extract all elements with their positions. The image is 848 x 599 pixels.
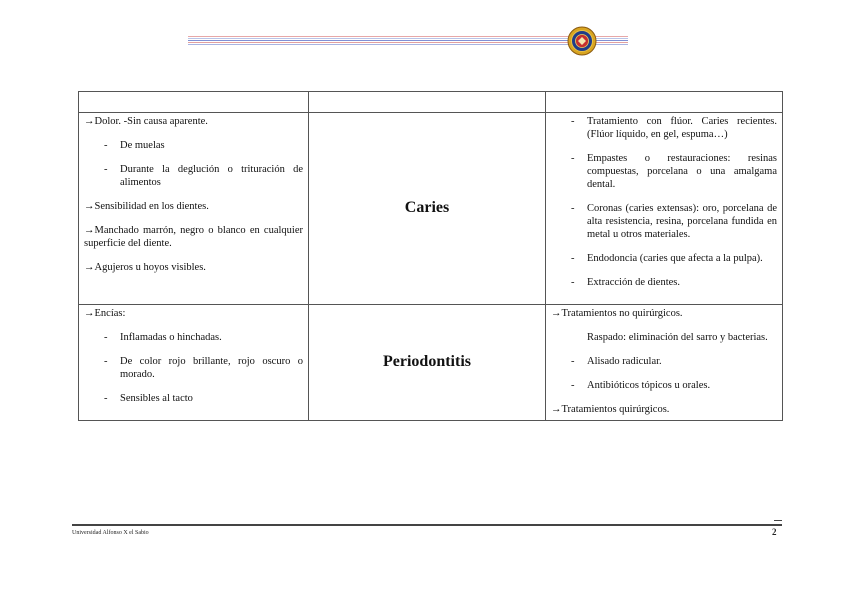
footer-divider: [72, 524, 782, 526]
list-item-text: Manchado marrón, negro o blanco en cualquier superficie del diente.: [84, 225, 303, 249]
list-item-text: De color rojo brillante, rojo oscuro o morado.: [120, 356, 303, 380]
caries-symptoms-cell: [79, 113, 309, 305]
dash-bullet-icon: -: [104, 332, 108, 343]
list-item-text: Extracción de dientes.: [587, 277, 681, 288]
footer-institution: Universidad Alfonso X el Sabio: [72, 530, 149, 536]
university-seal-icon: [567, 26, 597, 56]
dash-bullet-icon: -: [571, 116, 575, 127]
dash-list-item: [551, 252, 777, 265]
dash-bullet-icon: -: [571, 253, 575, 264]
arrow-list-item: [551, 403, 777, 416]
indented-item: Raspado: eliminación del sarro y bacterias.: [587, 332, 768, 343]
header-cell-empty: [546, 92, 783, 113]
dash-bullet-icon: -: [104, 140, 108, 151]
dash-bullet-icon: -: [104, 356, 108, 367]
arrow-list-item: [84, 307, 303, 320]
dash-list-item: [551, 276, 777, 289]
dash-bullet-icon: -: [571, 203, 575, 214]
arrow-right-icon: →: [84, 308, 95, 319]
table-row-periodontitis: [79, 305, 783, 421]
header-cell-empty: [309, 92, 546, 113]
list-item-text: Tratamientos quirúrgicos.: [561, 404, 670, 415]
dash-list-item: [551, 355, 777, 368]
dash-list-item: [84, 392, 303, 405]
list-item-text: De muelas: [120, 140, 165, 151]
list-item-text: Sensibilidad en los dientes.: [94, 201, 209, 212]
dash-list-item: [551, 115, 777, 141]
arrow-right-icon: →: [84, 116, 95, 127]
list-item-text: Antibióticos tópicos u orales.: [587, 380, 711, 391]
dash-bullet-icon: -: [104, 164, 108, 175]
disease-name-periodontitis: Periodontitis: [309, 305, 546, 421]
dash-bullet-icon: -: [571, 153, 575, 164]
list-item-text: Tratamiento con flúor. Caries recientes. (Flúor líquido, en gel, espuma…): [587, 116, 777, 140]
table-row-caries: [79, 113, 783, 305]
periodontitis-symptoms-cell: [79, 305, 309, 421]
header-line: [188, 42, 628, 43]
list-item-text: Agujeros u hoyos visibles.: [94, 262, 206, 273]
periodontitis-treatments-cell: [546, 305, 783, 421]
list-item-text: Inflamadas o hinchadas.: [120, 332, 222, 343]
list-item-text: Sensibles al tacto: [120, 393, 193, 404]
arrow-right-icon: →: [84, 201, 95, 212]
dash-list-item: [84, 331, 303, 344]
header-line: [188, 38, 628, 39]
list-item-text: Encías:: [94, 308, 126, 319]
arrow-right-icon: →: [84, 262, 95, 273]
header-line: [188, 40, 628, 41]
disease-name-caries: Caries: [309, 113, 546, 305]
header-cell-empty: [79, 92, 309, 113]
list-item-text: Dolor. -Sin causa aparente.: [94, 116, 208, 127]
dash-bullet-icon: -: [571, 380, 575, 391]
arrow-right-icon: →: [551, 308, 562, 319]
dash-bullet-icon: -: [571, 277, 575, 288]
header-line: [188, 36, 628, 37]
table-header-row: [79, 92, 783, 113]
dash-bullet-icon: -: [571, 356, 575, 367]
header-line: [188, 44, 628, 45]
dash-list-item: [84, 163, 303, 189]
list-item-text: Endodoncia (caries que afecta a la pulpa).: [587, 253, 763, 264]
dash-list-item: [551, 202, 777, 241]
header-decorative-lines: [188, 36, 628, 48]
caries-treatments-cell: [546, 113, 783, 305]
list-item-text: Alisado radicular.: [587, 356, 662, 367]
list-item-text: Tratamientos no quirúrgicos.: [561, 308, 683, 319]
diseases-table: [78, 91, 783, 421]
arrow-list-item: [551, 307, 777, 320]
arrow-right-icon: →: [551, 404, 562, 415]
dash-list-item: [84, 139, 303, 152]
dash-bullet-icon: -: [104, 393, 108, 404]
arrow-list-item: [84, 115, 303, 128]
dash-list-item: [84, 355, 303, 381]
footer-tick: [774, 520, 782, 521]
list-item-text: Coronas (caries extensas): oro, porcelana de alta resistencia, resina, porcelana fundida en metal u otros materiales.: [587, 203, 777, 240]
list-item-text: Durante la deglución o trituración de alimentos: [120, 164, 303, 188]
arrow-list-item: [84, 261, 303, 274]
arrow-list-item: [84, 224, 303, 250]
dash-list-item: [551, 152, 777, 191]
arrow-right-icon: →: [84, 225, 95, 236]
dash-list-item: [551, 379, 777, 392]
page-number: 2: [772, 527, 777, 537]
list-item-text: Empastes o restauraciones: resinas compuestas, porcelana o una amalgama dental.: [587, 153, 777, 190]
arrow-list-item: [84, 200, 303, 213]
